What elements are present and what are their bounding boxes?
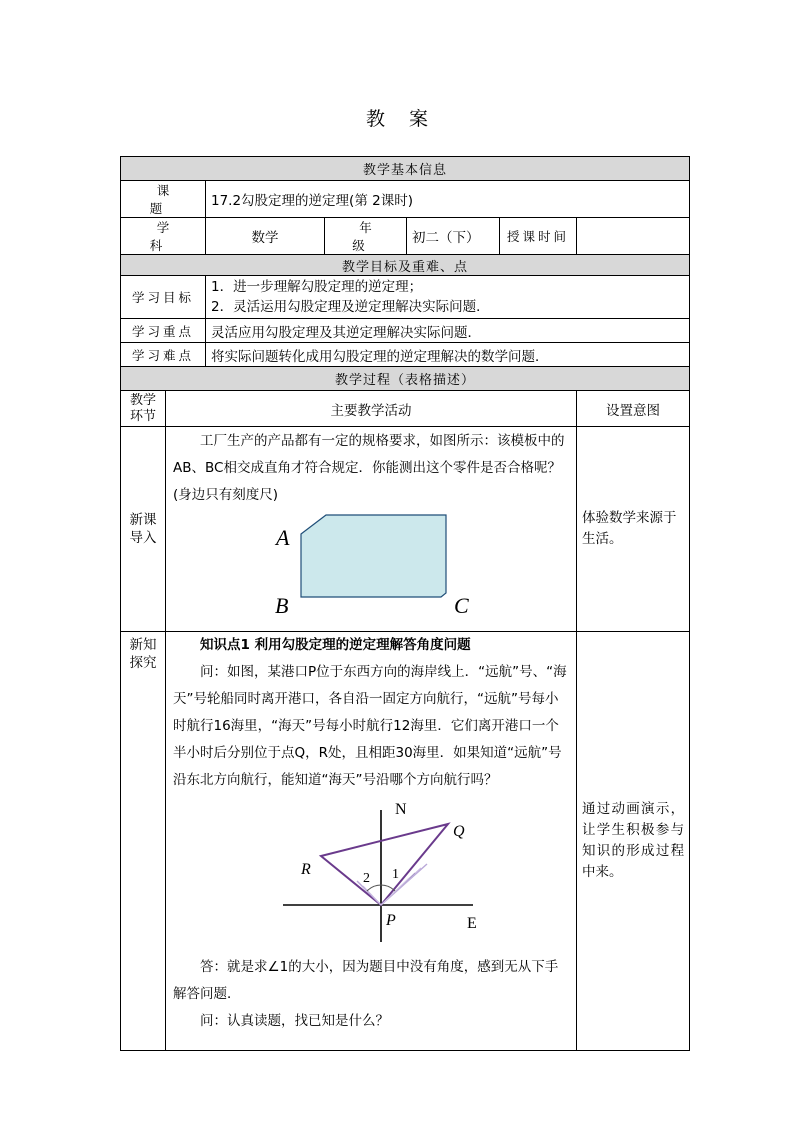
grade-value: 初二（下） bbox=[407, 218, 500, 255]
label-a: A bbox=[276, 525, 290, 550]
time-value bbox=[577, 218, 690, 255]
process-header-row bbox=[121, 391, 690, 427]
key-row bbox=[121, 319, 690, 343]
intro-text: 工厂生产的产品都有一定的规格要求，如图所示：该模板中的AB、BC相交成直角才符合规定．你能测出这个零件是否合格呢？(身边只有刻度尺) bbox=[173, 433, 565, 503]
explore-row bbox=[121, 632, 690, 1051]
animation-line bbox=[381, 878, 409, 905]
section-process: 教学过程（表格描述） bbox=[121, 367, 690, 391]
objective-row bbox=[121, 276, 690, 319]
difficulty-row bbox=[121, 343, 690, 367]
label-r: R bbox=[301, 861, 311, 878]
section-process-row bbox=[121, 367, 690, 391]
topic-value: 17.2勾股定理的逆定理(第 2课时) bbox=[206, 181, 690, 218]
explore-question: 问：如图，某港口P位于东西方向的海岸线上．“远航”号、“海天”号轮船同时离开港口，各自沿一固定方向航行，“远航”号每小时航行16海里，“海天”号每小时航行12海里．它们离开港口一个半小时后分别位于点Q，R处，且相距30海里．如果知道“远航”号沿东北方向航行，能知道“海天”号沿哪个方向航行吗？ bbox=[173, 664, 567, 788]
key-label: 学习重点 bbox=[121, 319, 206, 343]
angle-1-label: 1 bbox=[392, 867, 399, 882]
col-stage: 教学环节 bbox=[121, 391, 166, 427]
subject-value: 数学 bbox=[206, 218, 325, 255]
template-shape bbox=[301, 515, 446, 597]
difficulty-label: 学习难点 bbox=[121, 343, 206, 367]
template-figure bbox=[171, 509, 571, 613]
section-basic: 教学基本信息 bbox=[121, 157, 690, 181]
doc-title: 教案 bbox=[365, 108, 452, 130]
animation-line bbox=[363, 886, 381, 905]
intro-stage: 新课导入 bbox=[121, 427, 166, 632]
difficulty-value: 将实际问题转化成用勾股定理的逆定理解决的数学问题． bbox=[206, 343, 690, 367]
harbor-figure bbox=[171, 794, 571, 954]
key-value: 灵活应用勾股定理及其逆定理解决实际问题． bbox=[206, 319, 690, 343]
objective-2: 2．灵活运用勾股定理及逆定理解决实际问题． bbox=[211, 299, 490, 315]
label-b: B bbox=[275, 593, 289, 613]
label-p: P bbox=[386, 912, 396, 929]
subject-label: 学 科 bbox=[121, 218, 206, 255]
label-e: E bbox=[467, 915, 477, 932]
subject-row bbox=[121, 218, 690, 255]
label-c: C bbox=[454, 593, 469, 613]
angle-2-label: 2 bbox=[363, 871, 370, 886]
topic-row bbox=[121, 181, 690, 218]
lesson-plan-table bbox=[120, 156, 690, 1051]
explore-stage: 新知探究 bbox=[121, 632, 166, 1051]
topic-label: 课 题 bbox=[121, 181, 206, 218]
section-basic-row bbox=[121, 157, 690, 181]
objective-1: 1．进一步理解勾股定理的逆定理； bbox=[211, 279, 423, 295]
explore-answer: 答：就是求∠1的大小，因为题目中没有角度，感到无从下手解答问题． bbox=[173, 959, 559, 1002]
time-label: 授课时间 bbox=[500, 218, 577, 255]
triangle-pqr bbox=[321, 824, 448, 905]
knowledge-heading: 知识点1 利用勾股定理的逆定理解答角度问题 bbox=[200, 637, 471, 653]
explore-question-2: 问：认真读题，找已知是什么？ bbox=[200, 1013, 389, 1029]
label-n: N bbox=[395, 801, 407, 818]
col-activity: 主要教学活动 bbox=[166, 391, 577, 427]
section-goals: 教学目标及重难、点 bbox=[121, 255, 690, 276]
explore-intent: 通过动画演示，让学生积极参与知识的形成过程中来。 bbox=[577, 632, 690, 1051]
objective-label: 学习目标 bbox=[121, 276, 206, 319]
intro-row bbox=[121, 427, 690, 632]
label-q: Q bbox=[453, 823, 465, 840]
col-intent: 设置意图 bbox=[577, 391, 690, 427]
section-goals-row bbox=[121, 255, 690, 276]
grade-label: 年 级 bbox=[325, 218, 407, 255]
intro-intent: 体验数学来源于生活。 bbox=[577, 427, 690, 632]
